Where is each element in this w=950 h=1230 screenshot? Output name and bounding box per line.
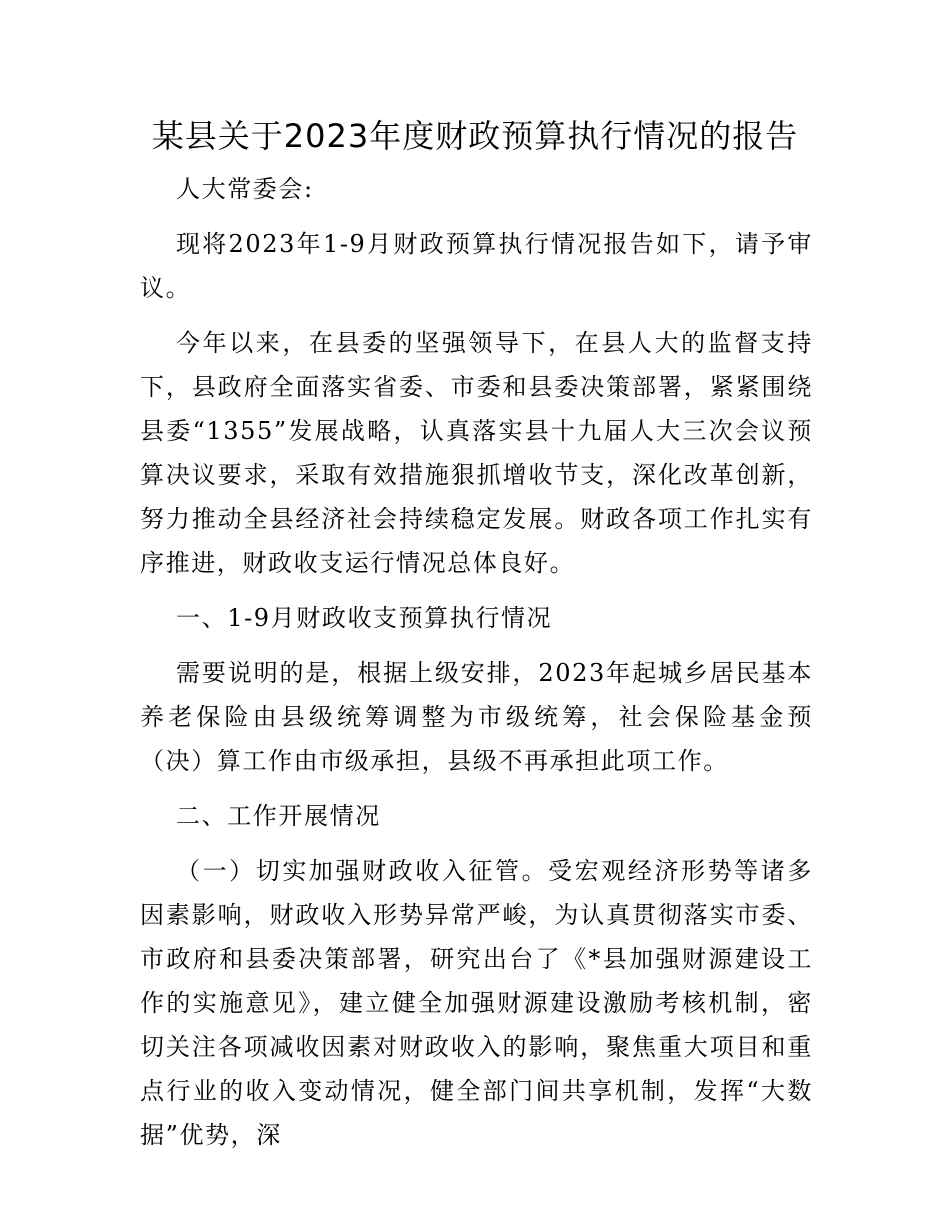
document-title: 某县关于2023年度财政预算执行情况的报告 [151, 117, 799, 155]
note-paragraph: 需要说明的是，根据上级安排，2023年起城乡居民基本养老保险由县级统筹调整为市级统筹，社会保险基金预（决）算工作由市级承担，县级不再承担此项工作。 [140, 659, 813, 775]
document-body [140, 167, 813, 1168]
work-paragraph: （一）切实加强财政收入征管。受宏观经济形势等诸多因素影响，财政收入形势异常严峻，为认真贯彻落实市委、市政府和县委决策部署，研究出台了《*县加强财源建设工作的实施意见》，建立健全加强财源建设激励考核机制，密切关注各项减收因素对财政收入的影响，聚焦重大项目和重点行业的收入变动情况，健全部门间共享机制，发挥“大数据”优势，深 [140, 857, 813, 1149]
salutation: 人大常委会: [176, 175, 314, 203]
section-heading-1: 一、1-9月财政收支预算执行情况 [176, 604, 553, 632]
section-heading-2: 二、工作开展情况 [176, 802, 381, 830]
intro-paragraph: 现将2023年1-9月财政预算执行情况报告如下，请予审议。 [140, 230, 813, 302]
overview-paragraph: 今年以来，在县委的坚强领导下，在县人大的监督支持下，县政府全面落实省委、市委和县委决策部署，紧紧围绕县委“1355”发展战略，认真落实县十九届人大三次会议预算决议要求，采取有效措施狠抓增收节支，深化改革创新，努力推动全县经济社会持续稳定发展。财政各项工作扎实有序推进，财政收支运行情况总体良好。 [140, 329, 813, 577]
